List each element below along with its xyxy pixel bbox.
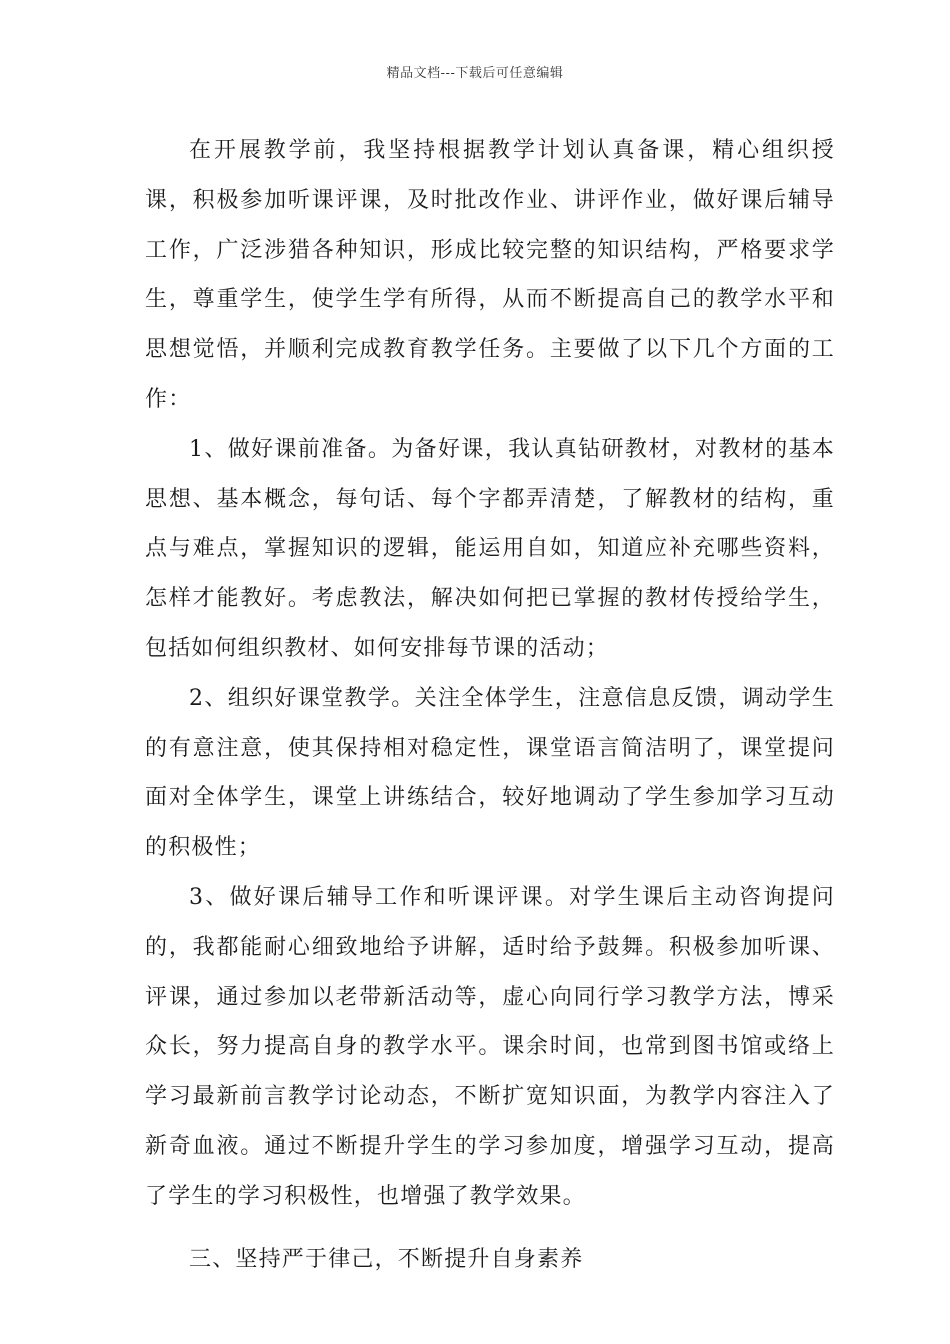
paragraph-classroom-teaching: 2、组织好课堂教学。关注全体学生，注意信息反馈，调动学生的有意注意，使其保持相对稳定性，课堂语言简洁明了，课堂提问面对全体学生，课堂上讲练结合，较好地调动了学生参加学习互动的积极性； [145,685,835,861]
document-body [145,126,835,1284]
page-header: 精品文档---下载后可任意编辑 [386,66,564,81]
paragraph-after-class-tutoring: 3、做好课后辅导工作和听课评课。对学生课后主动咨询提问的，我都能耐心细致地给予讲解，适时给予鼓舞。积极参加听课、评课，通过参加以老带新活动等，虚心向同行学习教学方法，博采众长，努力提高自身的教学水平。课余时间，也常到图书馆或络上学习最新前言教学讨论动态，不断扩宽知识面，为教学内容注入了新奇血液。通过不断提升学生的学习参加度，增强学习互动，提高了学生的学习积极性，也增强了教学效果。 [145,884,835,1209]
paragraph-lesson-preparation: 1、做好课前准备。为备好课，我认真钻研教材，对教材的基本思想、基本概念，每句话、每个字都弄清楚，了解教材的结构，重点与难点，掌握知识的逻辑，能运用自如，知道应补充哪些资料，怎样才能教好。考虑教法，解决如何把已掌握的教材传授给学生，包括如何组织教材、如何安排每节课的活动； [145,436,835,661]
paragraph-intro: 在开展教学前，我坚持根据教学计划认真备课，精心组织授课，积极参加听课评课，及时批改作业、讲评作业，做好课后辅导工作，广泛涉猎各种知识，形成比较完整的知识结构，严格要求学生，尊重学生，使学生学有所得，从而不断提高自己的教学水平和思想觉悟，并顺利完成教育教学任务。主要做了以下几个方面的工作： [145,138,835,412]
section-heading: 三、坚持严于律己，不断提升自身素养 [189,1246,584,1272]
